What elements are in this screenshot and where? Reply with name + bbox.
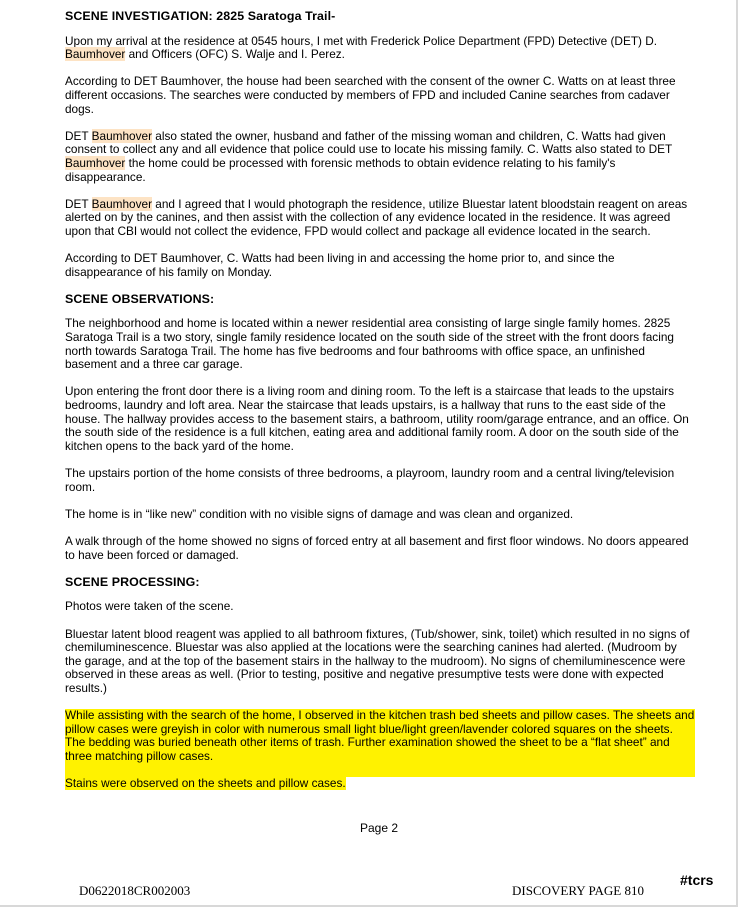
observations-paragraph-5: A walk through of the home showed no signs of forced entry at all basement and first floor windows. No doors appeared to have been forced or damaged. (65, 533, 689, 562)
investigation-p3-text-a: DET (65, 128, 89, 143)
observations-paragraph-2: Upon entering the front door there is a living room and dining room. To the left is a staircase that leads to the upstairs bedrooms, laundry and loft area. Near the staircase that leads upstairs, is a hallway that runs to the east side of the house. The hallway provides access to the basement stairs, a bathroom, utility room/garage entrance, and an office. On the south side of the residence is a full kitchen, eating area and additional family room. A door on the south side of the kitchen opens to the back yard of the home. (65, 384, 689, 453)
heading-scene-observations: SCENE OBSERVATIONS: (65, 291, 215, 306)
highlighted-passage (65, 709, 695, 791)
investigation-paragraph-5: According to DET Baumhover, C. Watts had been living in and accessing the home prior to, and since the disappearance of his family on Monday. (65, 251, 615, 279)
page-content (65, 10, 695, 791)
investigation-p3-text-c: the home could be processed with forensic methods to obtain evidence relating to his family's disappearance. (65, 155, 616, 184)
hashtag-label: #tcrs (680, 872, 714, 888)
investigation-paragraph-3 (65, 130, 695, 184)
processing-paragraph-3: While assisting with the search of the home, I observed in the kitchen trash bed sheets and pillow cases. The sheets and pillow cases were greyish in color with numerous small light blue/light green/lavender colored squares on the sheets. The bedding was buried beneath other items of trash. Further examination showed the sheet to be a “flat sheet” and three matching pillow cases. (65, 708, 695, 763)
observations-paragraph-4: The home is in “like new” condition with no visible signs of damage and was clean and organized. (65, 506, 574, 521)
heading-scene-investigation: SCENE INVESTIGATION: 2825 Saratoga Trail- (65, 9, 336, 23)
observations-paragraph-3: The upstairs portion of the home consists of three bedrooms, a playroom, laundry room and a central living/television room. (65, 466, 675, 494)
investigation-paragraph-2: According to DET Baumhover, the house had been searched with the consent of the owner C. Watts on at least three different occasions. The searches were conducted by members of FPD and included Canine searches from cadaver dogs. (65, 74, 676, 116)
heading-scene-processing: SCENE PROCESSING: (65, 574, 200, 589)
investigation-paragraph-4 (65, 198, 695, 239)
page-number: Page 2 (359, 821, 399, 835)
processing-paragraph-4-wrap (65, 777, 695, 791)
footer-discovery-page: DISCOVERY PAGE 810 (512, 883, 644, 898)
highlighted-name: Baumhover (91, 196, 152, 211)
highlighted-name: Baumhover (65, 155, 126, 170)
investigation-p4-text-a: DET (65, 196, 89, 211)
processing-paragraph-4: Stains were observed on the sheets and pillow cases. (65, 776, 346, 791)
highlight-gap (65, 763, 695, 777)
investigation-paragraph-1 (65, 35, 695, 62)
investigation-p3-text-b: also stated the owner, husband and father of the missing woman and children, C. Watts had given consent to collect any and all evidence that police could use to locate his missing family. C. Watts also stated to DET (65, 128, 672, 157)
investigation-p4-text-b: and I agreed that I would photograph the residence, utilize Bluestar latent bloodstain reagent on areas alerted on by the canines, and then assist with the collection of any evidence located in the residence. It was agreed upon that CBI would not collect the evidence, FPD would collect and package all evidence located in the search. (65, 196, 688, 238)
highlighted-name: Baumhover (91, 128, 152, 143)
investigation-p1-text-b: and Officers (OFC) S. Walje and I. Perez. (128, 47, 345, 62)
processing-paragraph-2: Bluestar latent blood reagent was applied to all bathroom fixtures, (Tub/shower, sink, toilet) which resulted in no signs of chemiluminescence. Bluestar was also applied at the locations were the searching canines had alerted. (Mudroom by the garage, and at the top of the basement stairs in the hallway to the mudroom). No signs of chemiluminescence were observed in these areas as well. (Prior to testing, positive and negative presumptive tests were done with expected results.) (65, 626, 690, 695)
footer-case-number: D0622018CR002003 (79, 883, 191, 898)
observations-paragraph-1: The neighborhood and home is located within a newer residential area consisting of large single family homes. 2825 Saratoga Trail is a two story, single family residence located on the south side of the street with the front doors facing north towards Saratoga Trail. The home has five bedrooms and four bathrooms with office space, an unfinished basement and a three car garage. (65, 316, 674, 372)
investigation-p1-text-a: Upon my arrival at the residence at 0545 hours, I met with Frederick Police Department (FPD) Detective (DET) D. (65, 33, 658, 48)
processing-paragraph-1: Photos were taken of the scene. (65, 599, 234, 614)
highlighted-name: Baumhover (65, 47, 126, 62)
